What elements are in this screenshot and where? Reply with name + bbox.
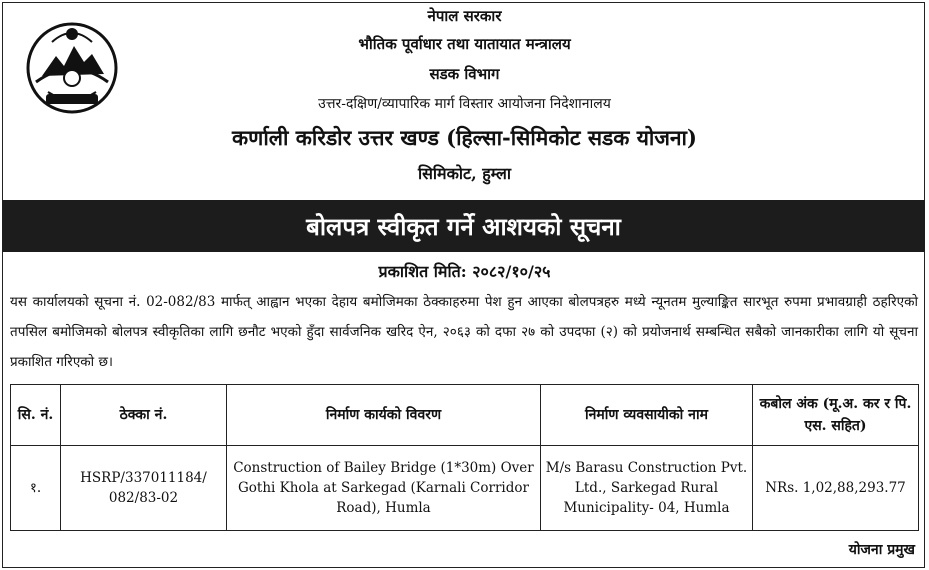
cell-contractor: M/s Barasu Construction Pvt. Ltd., Sarkegad Rural Municipality- 04, Humla — [541, 446, 753, 531]
cell-sn: १. — [11, 446, 61, 531]
ministry-name: भौतिक पूर्वाधार तथा यातायात मन्त्रालय — [358, 35, 571, 53]
project-title: कर्णाली करिडोर उत्तर खण्ड (हिल्सा-सिमिकोट सडक योजना) — [232, 125, 697, 150]
header-sn: सि. नं. — [11, 385, 61, 446]
notice-body: यस कार्यालयको सूचना नं. 02-082/83 मार्फत् आह्वान भएका देहाय बमोजिमका ठेक्काहरुमा पेश हुन आएका बोलपत्रहरु मध्ये न्यूनतम मुल्याङ्कित सारभूत रुपमा प्रभावग्राही ठहरिएको तपसिल बमोजिमको बोलपत्र स्वीकृतिका लागि छनौट भएको हुँदा सार्वजनिक खरिद ऐन, २०६३ को दफा २७ को उपदफा (२) को प्रयोजनार्थ सम्बन्धित सबैको जानकारीका लागि यो सूचना प्रकाशित गरिएको छ। — [10, 294, 918, 370]
published-date: प्रकाशित मिति: २०८२/१०/२५ — [378, 262, 551, 281]
notice-title-banner — [2, 200, 925, 252]
org-level-1: नेपाल सरकार — [427, 7, 502, 25]
directorate-name: उत्तर-दक्षिण/व्यापारिक मार्ग विस्तार आयोजना निदेशानालय — [318, 96, 611, 112]
table-header-row — [11, 385, 919, 446]
header-description: निर्माण कार्यको विवरण — [227, 385, 541, 446]
tender-table — [10, 384, 919, 531]
office-location: सिमिकोट, हुम्ला — [417, 164, 512, 183]
notice-title: बोलपत्र स्वीकृत गर्ने आशयको सूचना — [306, 211, 621, 241]
header-bid-amount: कबोल अंक (मू.अ. कर र पि. एस. सहित) — [753, 385, 919, 446]
cell-contract-no: HSRP/337011184/ 082/83-02 — [61, 446, 227, 531]
header-contract-no: ठेक्का नं. — [61, 385, 227, 446]
table-row — [11, 446, 919, 531]
signoff: योजना प्रमुख — [848, 542, 915, 558]
cell-description: Construction of Bailey Bridge (1*30m) Over Gothi Khola at Sarkegad (Karnali Corridor Road), Humla — [227, 446, 541, 531]
header-contractor: निर्माण व्यवसायीको नाम — [541, 385, 753, 446]
cell-bid-amount: NRs. 1,02,88,293.77 — [753, 446, 919, 531]
department-name: सडक विभाग — [429, 65, 500, 83]
